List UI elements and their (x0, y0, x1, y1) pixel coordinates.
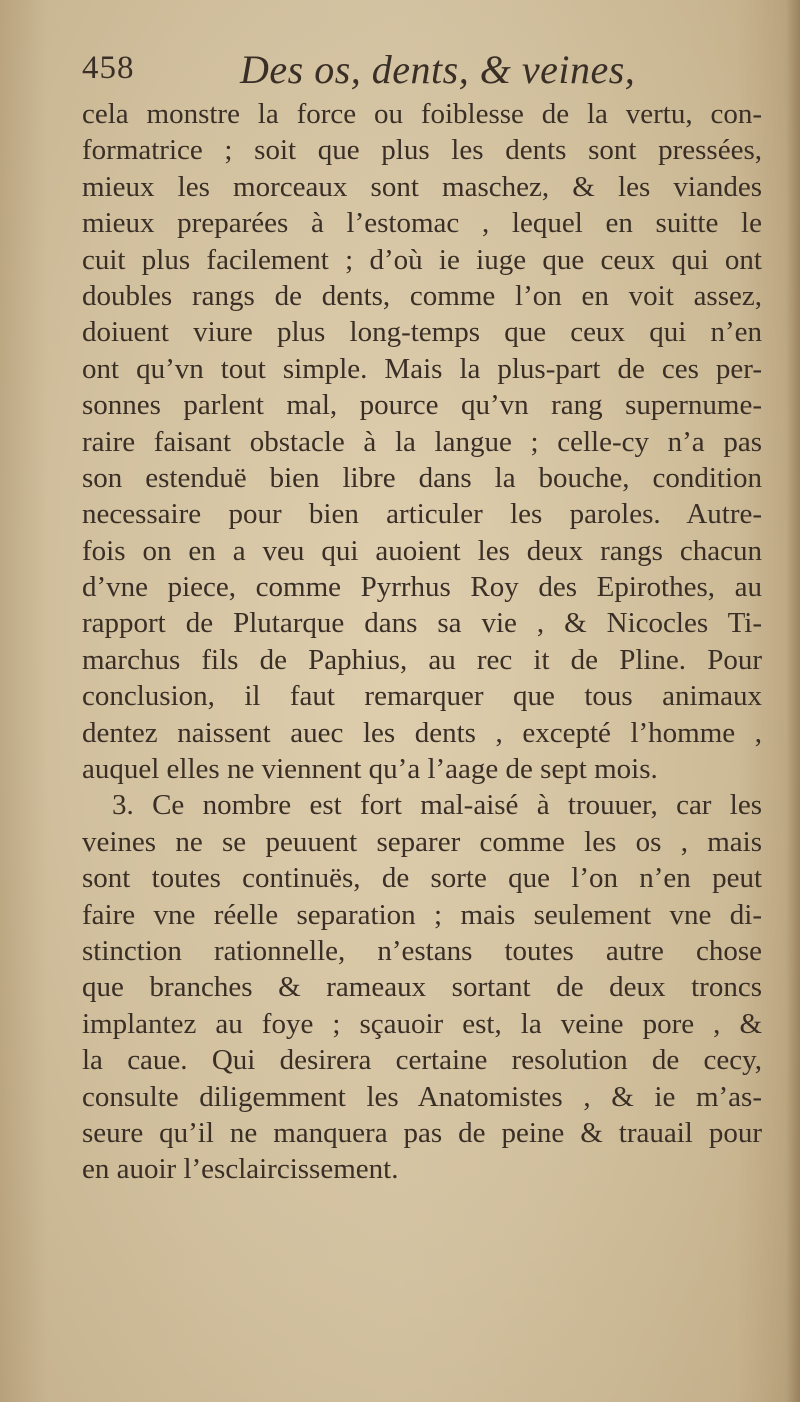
text-line: sonnes parlent mal, pource qu’vn rang supernume- (82, 389, 762, 422)
text-line: fois on en a veu qui auoient les deux rangs chacun (82, 534, 762, 567)
text-line: mieux preparées à l’estomac , lequel en suitte le (82, 207, 762, 240)
page-header (82, 44, 772, 92)
text-line: consulte diligemment les Anatomistes , & ie m’as- (82, 1080, 762, 1113)
text-line: la caue. Qui desirera certaine resolution de cecy, (82, 1044, 762, 1077)
text-line: raire faisant obstacle à la langue ; celle-cy n’a pas (82, 425, 762, 458)
text-line: formatrice ; soit que plus les dents sont pressées, (82, 134, 762, 167)
text-line: que branches & rameaux sortant de deux troncs (82, 971, 762, 1004)
text-line: mieux les morceaux sont maschez, & les viandes (82, 170, 762, 203)
text-line: cuit plus facilement ; d’où ie iuge que ceux qui ont (82, 243, 762, 276)
text-line: d’vne piece, comme Pyrrhus Roy des Epirothes, au (82, 571, 762, 604)
text-line: necessaire pour bien articuler les paroles. Autre- (82, 498, 762, 531)
text-line: dentez naissent auec les dents , excepté l’homme , (82, 716, 762, 749)
text-line: rapport de Plutarque dans sa vie , & Nicocles Ti- (82, 607, 762, 640)
text-line: auquel elles ne viennent qu’a l’aage de sept mois. (82, 753, 658, 786)
text-line: en auoir l’esclaircissement. (82, 1153, 399, 1186)
text-line: conclusion, il faut remarquer que tous animaux (82, 680, 762, 713)
text-line: ont qu’vn tout simple. Mais la plus-part de ces per- (82, 352, 762, 385)
text-line: son estenduë bien libre dans la bouche, condition (82, 461, 762, 494)
text-line: implantez au foye ; sçauoir est, la veine pore , & (82, 1007, 762, 1040)
text-line: sont toutes continuës, de sorte que l’on n’en peut (82, 862, 762, 895)
page-number: 458 (82, 50, 135, 86)
text-line: cela monstre la force ou foiblesse de la vertu, con- (82, 98, 762, 130)
text-line: seure qu’il ne manquera pas de peine & trauail pour (82, 1116, 762, 1149)
text-line: marchus fils de Paphius, au rec it de Pline. Pour (82, 643, 762, 676)
text-line: doiuent viure plus long-temps que ceux qui n’en (82, 316, 762, 349)
text-line: veines ne se peuuent separer comme les os , mais (82, 825, 762, 858)
text-line: faire vne réelle separation ; mais seulement vne di- (82, 898, 762, 931)
body-text (82, 96, 762, 1188)
text-line: stinction rationnelle, n’estans toutes autre chose (82, 934, 762, 967)
text-line: doubles rangs de dents, comme l’on en voit assez, (82, 279, 762, 312)
page-edge-shadow (786, 0, 800, 1402)
running-title: Des os, dents, & veines, (240, 47, 636, 92)
paragraph-start-line: 3. Ce nombre est fort mal-aisé à trouuer, car les (112, 789, 762, 822)
